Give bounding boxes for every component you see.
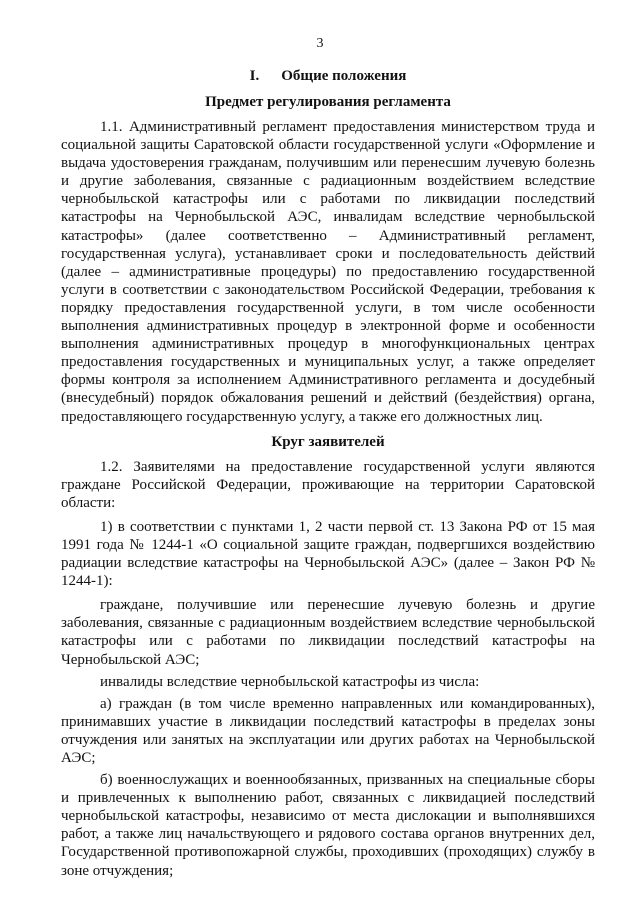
paragraph-item-b: б) военнослужащих и военнообязанных, призванных на специальные сборы и привлеченных к выполнению работ, связанных с ликвидацией последствий чернобыльской катастрофы, независимо от места дислокации и выполнявшихся работ, а также лиц начальствующего и рядового состава органов внутренних дел, Государственной противопожарной службы, проходивших (проходящих) службу в зоне отчуждения;	[61, 772, 595, 879]
paragraph-item-a: а) граждан (в том числе временно направленных или командированных), принимавших участие в ликвидации последствий катастрофы в пределах зоны отчуждения или занятых на эксплуатации или других работах на Чернобыльской АЭС;	[61, 695, 595, 766]
page-number: 3	[316, 36, 324, 51]
section-title: Общие положения	[281, 68, 407, 84]
paragraph-1-1: 1.1. Административный регламент предоставления министерством труда и социальной защиты Саратовской области государственной услуги «Оформление и выдача удостоверения гражданам, получившим или перенесшим лучевую болезнь и другие заболевания, связанные с радиационным воздействием вследствие чернобыльской катастрофы или с работами по ликвидации последствий катастрофы на Чернобыльской АЭС, инвалидам вследствие чернобыльской катастрофы» (далее соответственно – Административный регламент, государственная услуга), устанавливает сроки и последовательность действий (далее – административные процедуры) по предоставлению государственной услуги в соответствии с законодательством Российской Федерации, требования к порядку предоставления государственной услуги, в том числе особенности выполнения административных процедур в электронной форме и особенности выполнения административных процедур в многофункциональных центрах предоставления государственных и муниципальных услуг, а также определяет формы контроля за исполнением Административного регламента и досудебный (внесудебный) порядок обжалования решений и действий (бездействия) органа, предоставляющего государственную услугу, а также его должностных лиц.	[61, 119, 595, 425]
section-heading	[61, 66, 595, 86]
subsection-heading-regulation-subject: Предмет регулирования регламента	[205, 94, 451, 110]
subsection-heading-applicants: Круг заявителей	[271, 433, 385, 450]
paragraph-citizens: граждане, получившие или перенесшие лучевую болезнь и другие заболевания, связанные с радиационным воздействием вследствие чернобыльской катастрофы или с работами по ликвидации последствий катастрофы на Чернобыльской АЭС;	[61, 597, 595, 668]
section-number: I.	[249, 68, 260, 84]
paragraph-item-1: 1) в соответствии с пунктами 1, 2 части первой ст. 13 Закона РФ от 15 мая 1991 года № 1244-1 «О социальной защите граждан, подвергшихся воздействию радиации вследствие катастрофы на Чернобыльской АЭС» (далее – Закон РФ № 1244-1):	[61, 518, 595, 590]
paragraph-1-2: 1.2. Заявителями на предоставление государственной услуги являются граждане Российской Федерации, проживающие на территории Саратовской области:	[61, 458, 595, 511]
paragraph-invalids: инвалиды вследствие чернобыльской катастрофы из числа:	[100, 673, 480, 690]
document-body	[61, 66, 595, 884]
